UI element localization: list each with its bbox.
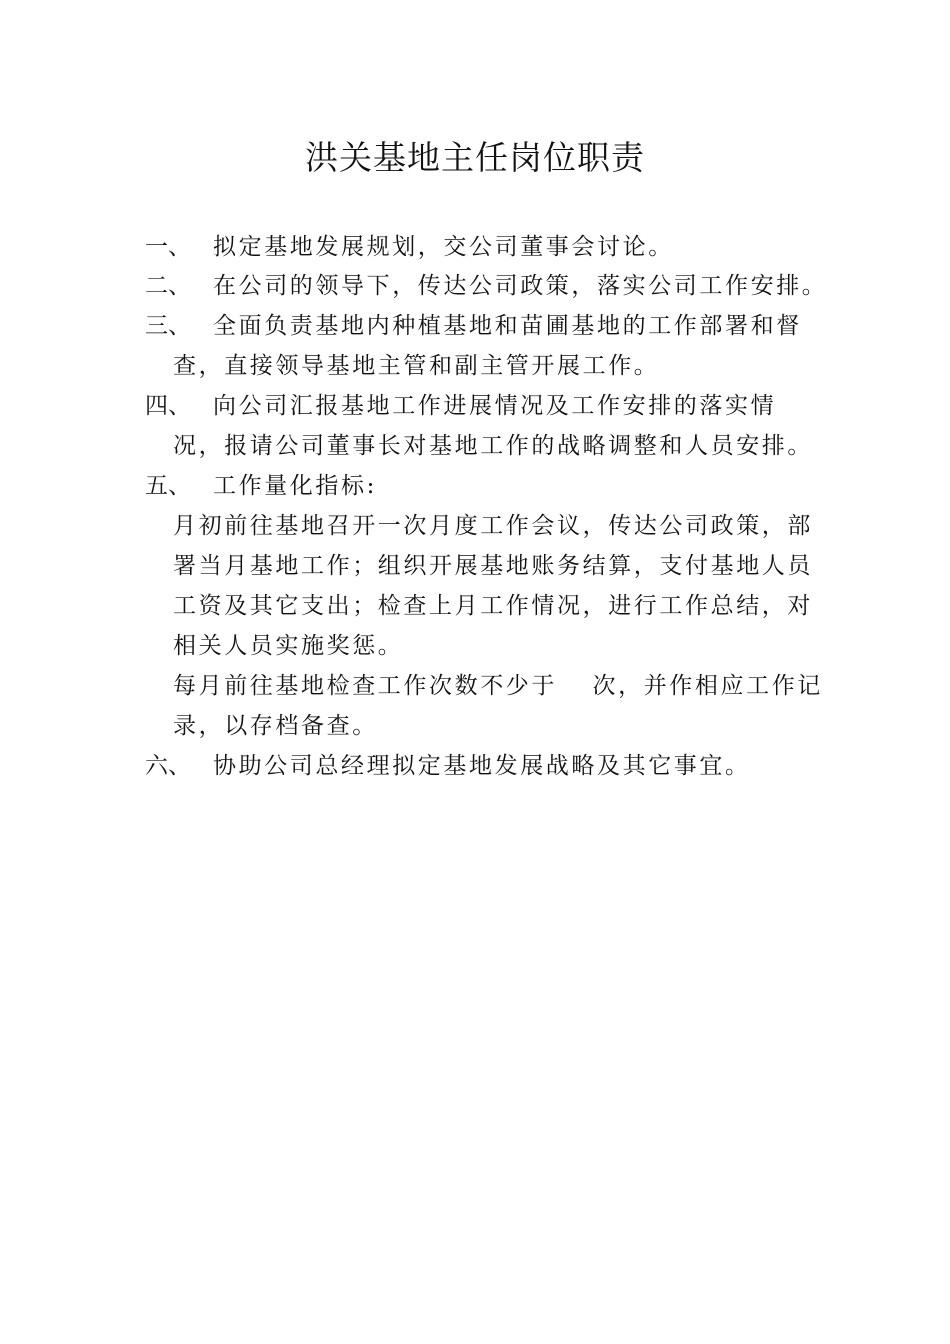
item-3-marker: 三、	[145, 313, 191, 339]
item-5-para-1-line-4: 相关人员实施奖惩。	[173, 633, 404, 659]
item-3-line-1: 全面负责基地内种植基地和苗圃基地的工作部署和督	[213, 313, 802, 339]
item-2-marker: 二、	[145, 273, 191, 299]
item-5-para-2-line-1: 每月前往基地检查工作次数不少于 次，并作相应工作记	[173, 673, 823, 699]
item-5-para-1-line-2: 署当月基地工作；组织开展基地账务结算，支付基地人员	[173, 553, 813, 579]
item-5-line-1: 工作量化指标:	[213, 473, 377, 499]
item-5-marker: 五、	[145, 473, 191, 499]
item-1-line-1: 拟定基地发展规划，交公司董事会讨论。	[213, 234, 674, 260]
item-2-line-1: 在公司的领导下，传达公司政策，落实公司工作安排。	[213, 273, 828, 299]
document-title: 洪关基地主任岗位职责	[305, 138, 645, 177]
item-4-marker: 四、	[145, 393, 191, 419]
item-4-line-2: 况，报请公司董事长对基地工作的战略调整和人员安排。	[173, 433, 813, 459]
item-5-para-2-line-2: 录，以存档备查。	[173, 713, 378, 739]
item-5-para-1-line-3: 工资及其它支出；检查上月工作情况，进行工作总结，对	[173, 593, 813, 619]
item-1-marker: 一、	[145, 234, 191, 260]
item-5-para-1-line-1: 月初前往基地召开一次月度工作会议，传达公司政策，部	[173, 513, 813, 539]
item-3-line-2: 查，直接领导基地主管和副主管开展工作。	[173, 353, 660, 379]
item-4-line-1: 向公司汇报基地工作进展情况及工作安排的落实情	[213, 393, 777, 419]
item-6-marker: 六、	[145, 753, 191, 779]
item-6-line-1: 协助公司总经理拟定基地发展战略及其它事宜。	[213, 753, 751, 779]
